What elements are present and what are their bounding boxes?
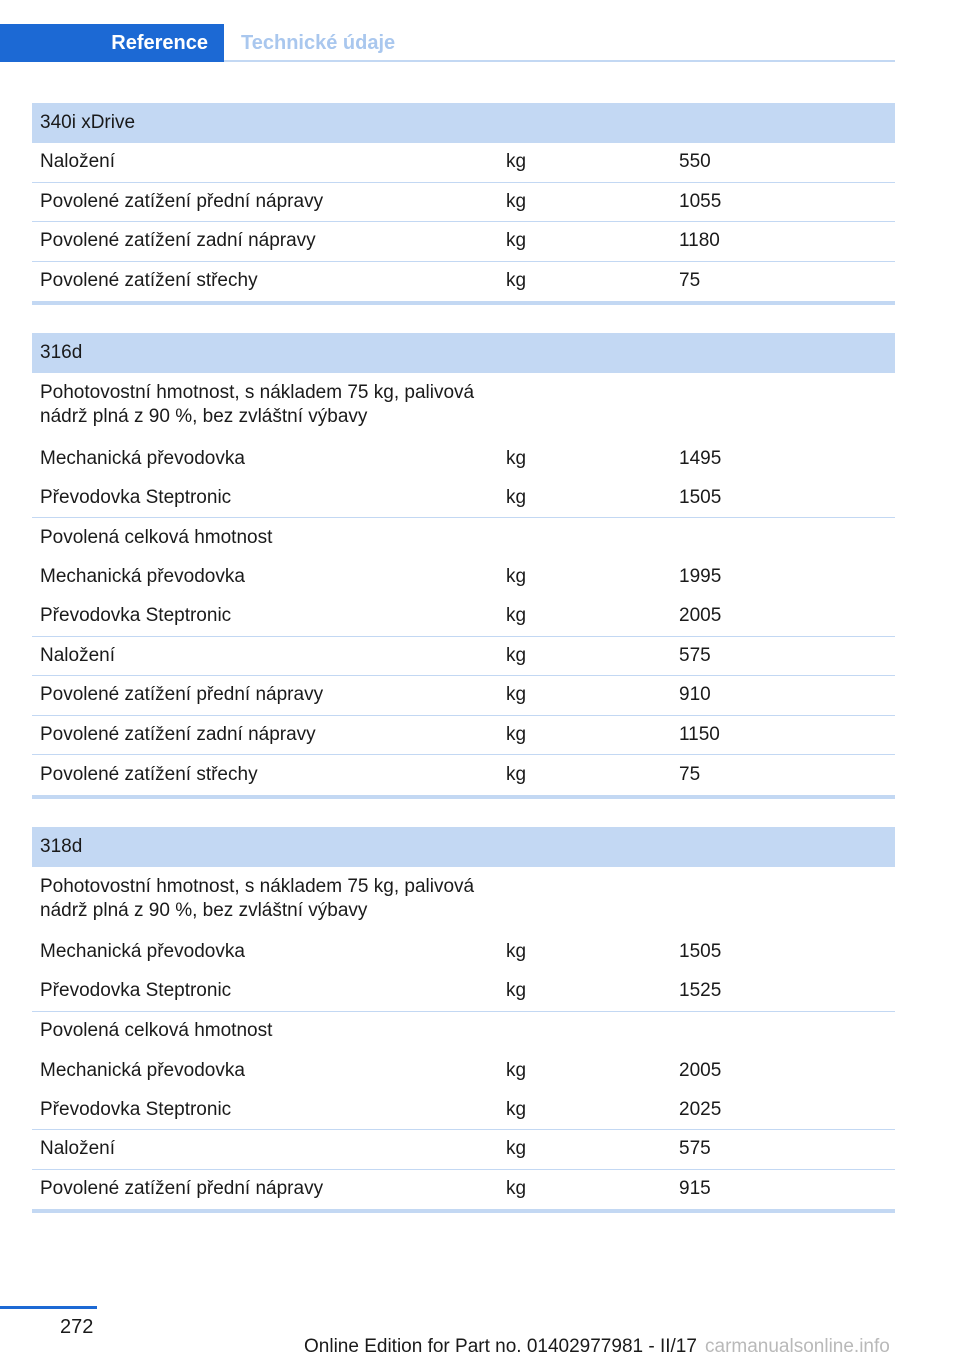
- row-label: Mechanická převodovka: [40, 941, 245, 963]
- row-value: 1995: [679, 566, 722, 588]
- table-row: [32, 1091, 895, 1131]
- row-label: Povolené zatížení zadní nápravy: [40, 230, 316, 252]
- table-row: [32, 933, 895, 973]
- table-row: [32, 597, 895, 637]
- row-value: 75: [679, 270, 701, 292]
- table-row: [32, 262, 895, 302]
- row-label: Povolené zatížení přední nápravy: [40, 1178, 324, 1200]
- row-unit: kg: [506, 1059, 527, 1081]
- row-label: Převodovka Steptronic: [40, 605, 232, 627]
- table-row: [32, 439, 895, 479]
- spec-table: [32, 103, 895, 305]
- row-label: Mechanická převodovka: [40, 1059, 245, 1081]
- table-end-rule: [32, 795, 895, 799]
- row-value: 550: [679, 151, 711, 173]
- row-label: Mechanická převodovka: [40, 566, 245, 588]
- table-row: [32, 676, 895, 716]
- row-unit: kg: [506, 684, 527, 706]
- row-unit: kg: [506, 941, 527, 963]
- watermark: carmanualsonline.info: [705, 1336, 890, 1357]
- row-label: Převodovka Steptronic: [40, 1098, 232, 1120]
- row-label: Převodovka Steptronic: [40, 486, 232, 508]
- table-row: [32, 972, 895, 1012]
- row-value: 1505: [679, 486, 722, 508]
- row-label: Povolená celková hmotnost: [40, 526, 273, 548]
- row-unit: kg: [506, 270, 527, 292]
- row-unit: kg: [506, 1138, 527, 1160]
- row-unit: kg: [506, 486, 527, 508]
- row-unit: kg: [506, 151, 527, 173]
- table-row: [32, 373, 895, 439]
- table-row: [32, 1051, 895, 1091]
- edition-note: Online Edition for Part no. 01402977981 - II/17: [304, 1336, 697, 1357]
- row-value: 1180: [679, 230, 720, 252]
- row-value: 1505: [679, 941, 722, 963]
- table-row: [32, 222, 895, 262]
- row-label: Povolená celková hmotnost: [40, 1020, 273, 1042]
- row-label: Povolené zatížení přední nápravy: [40, 684, 324, 706]
- row-value: 1525: [679, 980, 722, 1002]
- row-label: Naložení: [40, 1138, 115, 1160]
- row-label: Převodovka Steptronic: [40, 980, 232, 1002]
- row-value: 575: [679, 644, 711, 666]
- row-label: Pohotovostní hmotnost, s nákladem 75 kg, palivová nádrž plná z 90 %, bez zvláštní výbavy: [40, 875, 475, 921]
- row-label: Pohotovostní hmotnost, s nákladem 75 kg, palivová nádrž plná z 90 %, bez zvláštní výbavy: [40, 382, 475, 427]
- tab-technical-data-label: Technické údaje: [241, 31, 396, 54]
- table-end-rule: [32, 301, 895, 305]
- row-unit: kg: [506, 644, 527, 666]
- row-value: 1055: [679, 190, 722, 212]
- table-row: [32, 479, 895, 519]
- row-label: Povolené zatížení přední nápravy: [40, 190, 324, 212]
- row-label: Naložení: [40, 151, 115, 173]
- row-label: Povolené zatížení střechy: [40, 270, 258, 292]
- table-row: [32, 1012, 895, 1052]
- tab-technical-data[interactable]: [241, 24, 395, 62]
- table-row: [32, 755, 895, 795]
- table-row: [32, 183, 895, 223]
- row-unit: kg: [506, 566, 527, 588]
- table-row: [32, 716, 895, 756]
- page-header: [0, 24, 895, 62]
- row-value: 75: [679, 763, 701, 785]
- table-row: [32, 558, 895, 598]
- table-row: [32, 637, 895, 677]
- table-row: [32, 518, 895, 558]
- tab-reference[interactable]: [0, 24, 224, 62]
- row-value: 1150: [679, 723, 720, 745]
- table-row: [32, 1130, 895, 1170]
- row-value: 1495: [679, 447, 722, 469]
- row-label: Povolené zatížení střechy: [40, 763, 258, 785]
- row-unit: kg: [506, 230, 527, 252]
- table-row: [32, 143, 895, 183]
- row-value: 2005: [679, 1059, 722, 1081]
- table-end-rule: [32, 1209, 895, 1213]
- spec-table: [32, 827, 895, 1214]
- table-title: 340i xDrive: [32, 103, 895, 143]
- row-value: 915: [679, 1178, 711, 1200]
- spec-tables: [32, 103, 895, 1241]
- row-value: 2005: [679, 605, 722, 627]
- row-label: Naložení: [40, 644, 115, 666]
- row-unit: kg: [506, 1178, 527, 1200]
- table-row: [32, 1170, 895, 1210]
- row-unit: kg: [506, 190, 527, 212]
- table-row: [32, 867, 895, 933]
- spec-table: [32, 333, 895, 799]
- row-label: Mechanická převodovka: [40, 447, 245, 469]
- row-unit: kg: [506, 723, 527, 745]
- row-value: 575: [679, 1138, 711, 1160]
- header-divider: [224, 60, 895, 62]
- tab-reference-label: Reference: [111, 31, 208, 54]
- table-title: 316d: [32, 333, 895, 373]
- row-unit: kg: [506, 605, 527, 627]
- row-unit: kg: [506, 763, 527, 785]
- page-number: 272: [60, 1316, 94, 1338]
- row-label: Povolené zatížení zadní nápravy: [40, 723, 316, 745]
- row-value: 2025: [679, 1098, 722, 1120]
- table-title: 318d: [32, 827, 895, 867]
- footer-accent-line: [0, 1306, 97, 1309]
- row-unit: kg: [506, 980, 527, 1002]
- row-unit: kg: [506, 447, 527, 469]
- row-value: 910: [679, 684, 711, 706]
- row-unit: kg: [506, 1098, 527, 1120]
